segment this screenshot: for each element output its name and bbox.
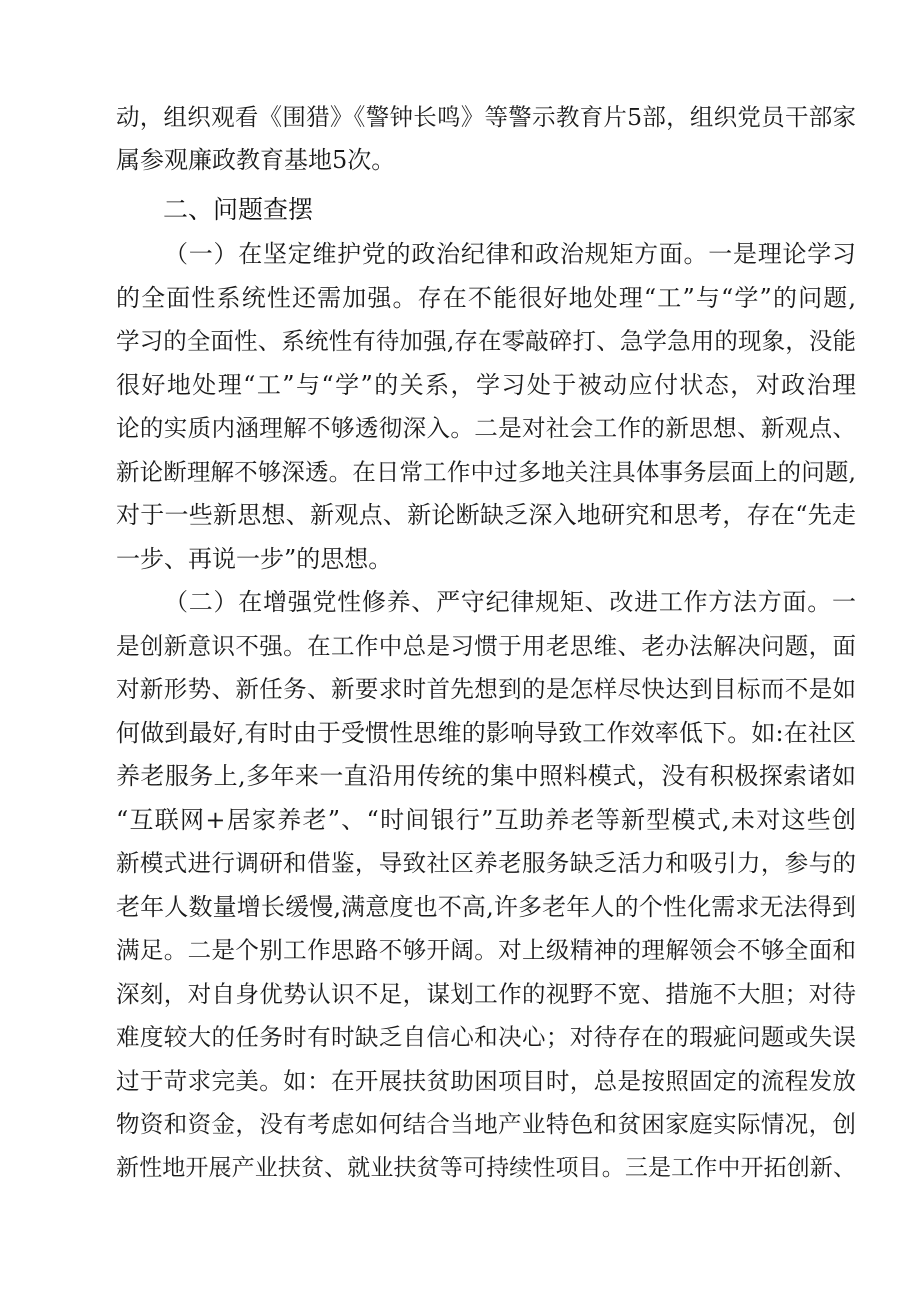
text-line: 养老服务上,多年来一直沿用传统的集中照料模式，没有积极探索诸如 [116,762,856,790]
text-line: 动，组织观看《围猎》《警钟长鸣》等警示教育片5部，组织党员干部家 [116,103,856,131]
text-line: 老年人数量增长缓慢,满意度也不高,许多老年人的个性化需求无法得到 [116,893,856,921]
text-line: 对于一些新思想、新观点、新论断缺乏深入地研究和思考，存在“先走 [116,501,856,529]
text-line: 深刻，对自身优势认识不足，谋划工作的视野不宽、措施不大胆；对待 [116,980,856,1008]
text-line: （一）在坚定维护党的政治纪律和政治规矩方面。一是理论学习 [164,240,856,268]
text-line: 难度较大的任务时有时缺乏自信心和决心；对待存在的瑕疵问题或失误 [116,1023,856,1051]
text-line: 很好地处理“工”与“学”的关系，学习处于被动应付状态，对政治理 [116,371,856,399]
text-line: 是创新意识不强。在工作中总是习惯于用老思维、老办法解决问题，面 [116,632,856,660]
text-line: 一步、再说一步”的思想。 [116,545,393,573]
text-line: 论的实质内涵理解不够透彻深入。二是对社会工作的新思想、新观点、 [116,414,856,442]
text-line: 新论断理解不够深透。在日常工作中过多地关注具体事务层面上的问题, [116,458,856,486]
text-line: “互联网+居家养老”、“时间银行”互助养老等新型模式,未对这些创 [116,806,856,834]
text-line: 过于苛求完美。如：在开展扶贫助困项目时，总是按照固定的流程发放 [116,1067,856,1095]
text-line: 何做到最好,有时由于受惯性思维的影响导致工作效率低下。如:在社区 [116,719,856,747]
text-line: 新性地开展产业扶贫、就业扶贫等可持续性项目。三是工作中开拓创新、 [116,1155,856,1181]
text-line: 属参观廉政教育基地5次。 [116,146,396,174]
text-line: 新模式进行调研和借鉴，导致社区养老服务缺乏活力和吸引力，参与的 [116,849,856,877]
text-line: （二）在增强党性修养、严守纪律规矩、改进工作方法方面。一 [164,588,856,616]
text-line: 物资和资金，没有考虑如何结合当地产业特色和贫困家庭实际情况，创 [116,1110,856,1138]
text-line: 的全面性系统性还需加强。存在不能很好地处理“工”与“学”的问题, [116,284,856,312]
section-heading: 二、问题查摆 [163,195,314,224]
text-line: 对新形势、新任务、新要求时首先想到的是怎样尽快达到目标而不是如 [116,675,856,703]
text-line: 满足。二是个别工作思路不够开阔。对上级精神的理解领会不够全面和 [116,936,856,964]
text-line: 学习的全面性、系统性有待加强,存在零敲碎打、急学急用的现象，没能 [116,327,856,355]
